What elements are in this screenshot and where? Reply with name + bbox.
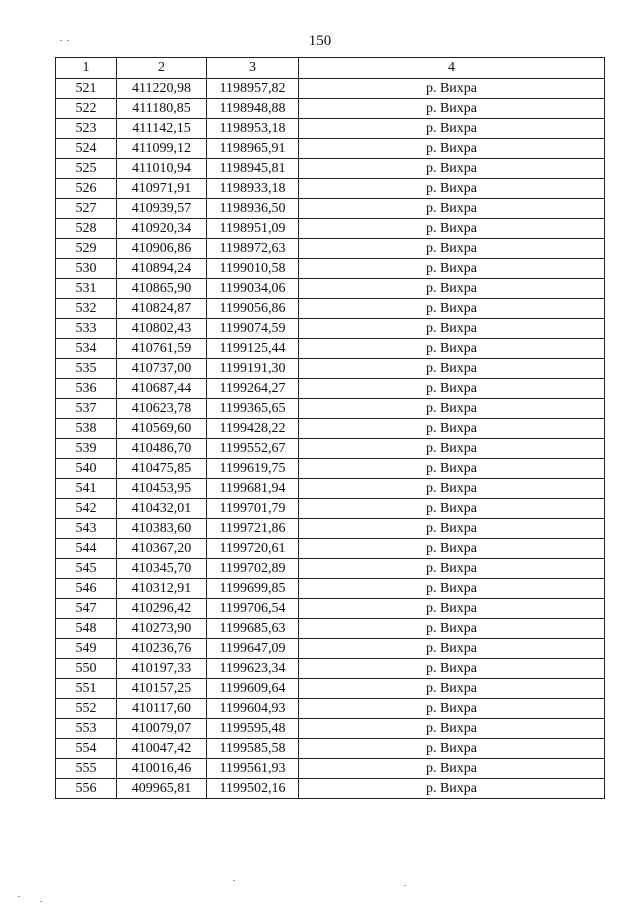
cell-point-number: 536 xyxy=(56,379,117,399)
table-row xyxy=(56,519,605,539)
table-row xyxy=(56,319,605,339)
cell-point-number: 527 xyxy=(56,199,117,219)
table-row xyxy=(56,639,605,659)
scan-speck xyxy=(404,885,406,886)
cell-coordinate-y: 1199264,27 xyxy=(207,379,299,399)
cell-coordinate-y: 1199685,63 xyxy=(207,619,299,639)
cell-description: р. Вихра xyxy=(299,739,605,759)
cell-point-number: 534 xyxy=(56,339,117,359)
cell-coordinate-y: 1199699,85 xyxy=(207,579,299,599)
cell-coordinate-y: 1199125,44 xyxy=(207,339,299,359)
cell-coordinate-x: 410117,60 xyxy=(117,699,207,719)
cell-description: р. Вихра xyxy=(299,259,605,279)
cell-description: р. Вихра xyxy=(299,479,605,499)
cell-point-number: 538 xyxy=(56,419,117,439)
cell-point-number: 544 xyxy=(56,539,117,559)
cell-coordinate-y: 1199681,94 xyxy=(207,479,299,499)
cell-description: р. Вихра xyxy=(299,459,605,479)
cell-point-number: 541 xyxy=(56,479,117,499)
cell-description: р. Вихра xyxy=(299,119,605,139)
table-row xyxy=(56,739,605,759)
cell-description: р. Вихра xyxy=(299,279,605,299)
cell-description: р. Вихра xyxy=(299,399,605,419)
cell-description: р. Вихра xyxy=(299,599,605,619)
cell-coordinate-x: 410802,43 xyxy=(117,319,207,339)
table-header-row xyxy=(56,58,605,79)
cell-coordinate-x: 410894,24 xyxy=(117,259,207,279)
cell-description: р. Вихра xyxy=(299,539,605,559)
cell-point-number: 550 xyxy=(56,659,117,679)
cell-description: р. Вихра xyxy=(299,159,605,179)
cell-description: р. Вихра xyxy=(299,219,605,239)
cell-description: р. Вихра xyxy=(299,79,605,99)
cell-coordinate-x: 410737,00 xyxy=(117,359,207,379)
cell-point-number: 539 xyxy=(56,439,117,459)
cell-coordinate-x: 410157,25 xyxy=(117,679,207,699)
cell-description: р. Вихра xyxy=(299,199,605,219)
cell-coordinate-y: 1199619,75 xyxy=(207,459,299,479)
cell-coordinate-x: 411220,98 xyxy=(117,79,207,99)
table-row xyxy=(56,699,605,719)
cell-coordinate-y: 1198951,09 xyxy=(207,219,299,239)
cell-coordinate-y: 1199502,16 xyxy=(207,779,299,799)
cell-coordinate-x: 410623,78 xyxy=(117,399,207,419)
cell-description: р. Вихра xyxy=(299,139,605,159)
table-row xyxy=(56,679,605,699)
cell-description: р. Вихра xyxy=(299,179,605,199)
cell-coordinate-y: 1199623,34 xyxy=(207,659,299,679)
cell-coordinate-y: 1198945,81 xyxy=(207,159,299,179)
cell-description: р. Вихра xyxy=(299,559,605,579)
table-row xyxy=(56,139,605,159)
cell-point-number: 525 xyxy=(56,159,117,179)
cell-coordinate-x: 410079,07 xyxy=(117,719,207,739)
cell-coordinate-y: 1198953,18 xyxy=(207,119,299,139)
table-row xyxy=(56,359,605,379)
cell-coordinate-x: 411142,15 xyxy=(117,119,207,139)
cell-coordinate-y: 1199706,54 xyxy=(207,599,299,619)
table-row xyxy=(56,279,605,299)
cell-coordinate-y: 1198933,18 xyxy=(207,179,299,199)
table-row xyxy=(56,99,605,119)
cell-description: р. Вихра xyxy=(299,299,605,319)
cell-coordinate-x: 410824,87 xyxy=(117,299,207,319)
cell-description: р. Вихра xyxy=(299,239,605,259)
scan-speck xyxy=(60,40,62,41)
page-number: 150 xyxy=(308,33,332,49)
table-row xyxy=(56,419,605,439)
cell-description: р. Вихра xyxy=(299,499,605,519)
cell-coordinate-y: 1199702,89 xyxy=(207,559,299,579)
cell-coordinate-x: 410236,76 xyxy=(117,639,207,659)
table-body xyxy=(56,79,605,799)
cell-coordinate-x: 410383,60 xyxy=(117,519,207,539)
column-header-4: 4 xyxy=(299,58,605,79)
cell-coordinate-x: 410296,42 xyxy=(117,599,207,619)
cell-description: р. Вихра xyxy=(299,779,605,799)
table-row xyxy=(56,299,605,319)
table-row xyxy=(56,619,605,639)
cell-point-number: 532 xyxy=(56,299,117,319)
cell-coordinate-x: 410971,91 xyxy=(117,179,207,199)
cell-coordinate-y: 1198936,50 xyxy=(207,199,299,219)
table-row xyxy=(56,339,605,359)
cell-point-number: 540 xyxy=(56,459,117,479)
cell-description: р. Вихра xyxy=(299,439,605,459)
cell-coordinate-x: 410453,95 xyxy=(117,479,207,499)
table-row xyxy=(56,439,605,459)
cell-coordinate-y: 1198972,63 xyxy=(207,239,299,259)
cell-coordinate-x: 410569,60 xyxy=(117,419,207,439)
cell-coordinate-x: 410016,46 xyxy=(117,759,207,779)
table-row xyxy=(56,459,605,479)
cell-point-number: 528 xyxy=(56,219,117,239)
cell-description: р. Вихра xyxy=(299,379,605,399)
cell-description: р. Вихра xyxy=(299,579,605,599)
cell-point-number: 553 xyxy=(56,719,117,739)
column-header-2: 2 xyxy=(117,58,207,79)
cell-coordinate-x: 411099,12 xyxy=(117,139,207,159)
cell-coordinate-y: 1199585,58 xyxy=(207,739,299,759)
cell-point-number: 531 xyxy=(56,279,117,299)
cell-point-number: 542 xyxy=(56,499,117,519)
table-row xyxy=(56,659,605,679)
cell-point-number: 547 xyxy=(56,599,117,619)
table-row xyxy=(56,379,605,399)
cell-coordinate-y: 1199365,65 xyxy=(207,399,299,419)
cell-coordinate-y: 1198948,88 xyxy=(207,99,299,119)
table-row xyxy=(56,239,605,259)
cell-point-number: 552 xyxy=(56,699,117,719)
cell-coordinate-x: 410486,70 xyxy=(117,439,207,459)
cell-coordinate-y: 1199074,59 xyxy=(207,319,299,339)
coordinates-table xyxy=(55,57,605,799)
column-header-1: 1 xyxy=(56,58,117,79)
table-row xyxy=(56,179,605,199)
cell-point-number: 554 xyxy=(56,739,117,759)
cell-coordinate-y: 1199609,64 xyxy=(207,679,299,699)
cell-coordinate-y: 1199720,61 xyxy=(207,539,299,559)
table-row xyxy=(56,159,605,179)
cell-description: р. Вихра xyxy=(299,679,605,699)
table-row xyxy=(56,199,605,219)
cell-point-number: 521 xyxy=(56,79,117,99)
cell-description: р. Вихра xyxy=(299,339,605,359)
cell-point-number: 529 xyxy=(56,239,117,259)
cell-coordinate-y: 1199701,79 xyxy=(207,499,299,519)
cell-coordinate-x: 410345,70 xyxy=(117,559,207,579)
cell-point-number: 522 xyxy=(56,99,117,119)
table-row xyxy=(56,259,605,279)
cell-coordinate-x: 410865,90 xyxy=(117,279,207,299)
scan-speck xyxy=(233,880,235,881)
table-row xyxy=(56,399,605,419)
cell-description: р. Вихра xyxy=(299,519,605,539)
table-row xyxy=(56,779,605,799)
cell-description: р. Вихра xyxy=(299,99,605,119)
cell-description: р. Вихра xyxy=(299,319,605,339)
cell-coordinate-x: 410761,59 xyxy=(117,339,207,359)
table-row xyxy=(56,499,605,519)
scan-speck xyxy=(40,901,42,902)
table-row xyxy=(56,579,605,599)
column-header-3: 3 xyxy=(207,58,299,79)
table-row xyxy=(56,719,605,739)
table-row xyxy=(56,479,605,499)
table-row xyxy=(56,79,605,99)
cell-point-number: 556 xyxy=(56,779,117,799)
cell-coordinate-y: 1199595,48 xyxy=(207,719,299,739)
cell-coordinate-x: 410197,33 xyxy=(117,659,207,679)
cell-description: р. Вихра xyxy=(299,719,605,739)
table-row xyxy=(56,559,605,579)
cell-coordinate-x: 410273,90 xyxy=(117,619,207,639)
cell-coordinate-x: 410687,44 xyxy=(117,379,207,399)
cell-coordinate-x: 411180,85 xyxy=(117,99,207,119)
table-row xyxy=(56,219,605,239)
cell-point-number: 535 xyxy=(56,359,117,379)
cell-description: р. Вихра xyxy=(299,619,605,639)
cell-description: р. Вихра xyxy=(299,419,605,439)
cell-coordinate-y: 1198957,82 xyxy=(207,79,299,99)
cell-point-number: 526 xyxy=(56,179,117,199)
scan-speck xyxy=(67,40,69,41)
cell-coordinate-y: 1199552,67 xyxy=(207,439,299,459)
cell-description: р. Вихра xyxy=(299,659,605,679)
cell-point-number: 545 xyxy=(56,559,117,579)
cell-coordinate-y: 1199010,58 xyxy=(207,259,299,279)
cell-coordinate-y: 1199056,86 xyxy=(207,299,299,319)
cell-coordinate-y: 1199721,86 xyxy=(207,519,299,539)
cell-coordinate-x: 410920,34 xyxy=(117,219,207,239)
cell-point-number: 548 xyxy=(56,619,117,639)
table-row xyxy=(56,539,605,559)
table-row xyxy=(56,119,605,139)
cell-description: р. Вихра xyxy=(299,759,605,779)
cell-coordinate-x: 411010,94 xyxy=(117,159,207,179)
table-row xyxy=(56,599,605,619)
cell-coordinate-x: 410312,91 xyxy=(117,579,207,599)
cell-coordinate-y: 1199428,22 xyxy=(207,419,299,439)
cell-coordinate-x: 410432,01 xyxy=(117,499,207,519)
cell-coordinate-x: 410367,20 xyxy=(117,539,207,559)
cell-coordinate-x: 410939,57 xyxy=(117,199,207,219)
cell-point-number: 551 xyxy=(56,679,117,699)
cell-coordinate-x: 410475,85 xyxy=(117,459,207,479)
cell-point-number: 533 xyxy=(56,319,117,339)
cell-point-number: 543 xyxy=(56,519,117,539)
cell-point-number: 549 xyxy=(56,639,117,659)
cell-description: р. Вихра xyxy=(299,639,605,659)
cell-coordinate-x: 409965,81 xyxy=(117,779,207,799)
cell-point-number: 555 xyxy=(56,759,117,779)
table-row xyxy=(56,759,605,779)
scan-speck xyxy=(18,896,20,897)
cell-coordinate-x: 410906,86 xyxy=(117,239,207,259)
cell-coordinate-x: 410047,42 xyxy=(117,739,207,759)
cell-coordinate-y: 1199647,09 xyxy=(207,639,299,659)
cell-point-number: 523 xyxy=(56,119,117,139)
cell-point-number: 537 xyxy=(56,399,117,419)
cell-description: р. Вихра xyxy=(299,359,605,379)
cell-coordinate-y: 1199561,93 xyxy=(207,759,299,779)
cell-point-number: 524 xyxy=(56,139,117,159)
cell-coordinate-y: 1199604,93 xyxy=(207,699,299,719)
cell-coordinate-y: 1199034,06 xyxy=(207,279,299,299)
cell-description: р. Вихра xyxy=(299,699,605,719)
cell-point-number: 546 xyxy=(56,579,117,599)
cell-point-number: 530 xyxy=(56,259,117,279)
cell-coordinate-y: 1198965,91 xyxy=(207,139,299,159)
cell-coordinate-y: 1199191,30 xyxy=(207,359,299,379)
